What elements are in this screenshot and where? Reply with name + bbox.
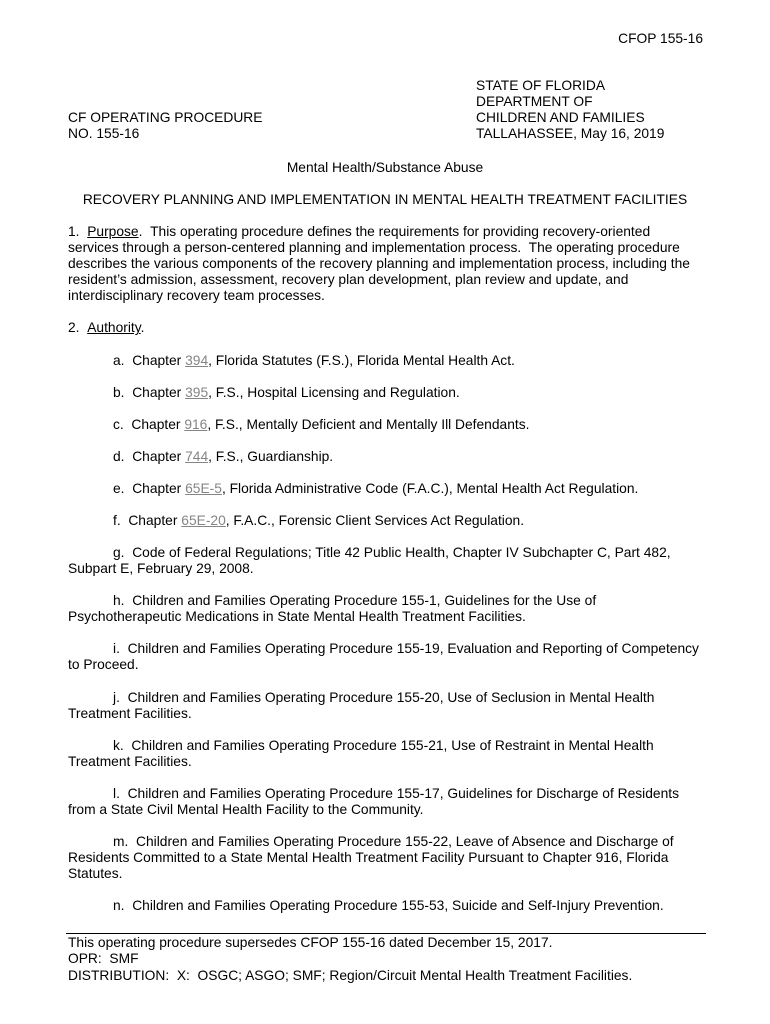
- opr-line: OPR: SMF: [68, 951, 139, 967]
- document-title: RECOVERY PLANNING AND IMPLEMENTATION IN MENTAL HEALTH TREATMENT FACILITIES: [82, 192, 688, 208]
- item-marker: h.: [113, 593, 125, 609]
- subject-area: Mental Health/Substance Abuse: [286, 160, 484, 175]
- authority-item-h: [68, 593, 702, 625]
- authority-item-f: [68, 513, 702, 529]
- authority-item-c: [68, 417, 702, 433]
- procedure-type: CF OPERATING PROCEDURE: [68, 110, 263, 125]
- item-text: Children and Families Operating Procedure 155-1, Guidelines for the Use of Psychotherapeutic Medications in State Mental Health Treatment Facilities.: [68, 593, 597, 625]
- purpose-heading: Purpose: [87, 224, 139, 240]
- rule-link-65e-20[interactable]: 65E-20: [181, 513, 226, 529]
- authority-item-b: [68, 385, 702, 401]
- agency-line-department: DEPARTMENT OF: [476, 94, 593, 110]
- authority-item-d: [68, 449, 702, 465]
- item-description: , Florida Administrative Code (F.A.C.), Mental Health Act Regulation.: [221, 480, 639, 496]
- agency-line-children-families: CHILDREN AND FAMILIES: [476, 110, 645, 126]
- item-marker: i.: [113, 641, 120, 657]
- item-label: Chapter: [132, 448, 182, 464]
- item-label: Chapter: [128, 513, 178, 529]
- authority-item-g: [68, 545, 702, 577]
- item-marker: n.: [113, 898, 125, 914]
- item-label: Chapter: [131, 416, 181, 432]
- item-marker: a.: [113, 352, 125, 368]
- purpose-section: [68, 224, 702, 304]
- item-text: Code of Federal Regulations; Title 42 Public Health, Chapter IV Subchapter C, Part 482, Subpart E, February 29, 2008.: [68, 545, 671, 577]
- agency-line-state: STATE OF FLORIDA: [476, 78, 606, 93]
- purpose-text: This operating procedure defines the requirements for providing recovery-oriented services through a person-centered planning and implementation process. The operating procedure describes the various components of the recovery planning and implementation process, including the resident’s admission, assessment, recovery plan development, plan review and update, and interdisciplinary recovery team processes.: [68, 224, 690, 304]
- item-text: Children and Families Operating Procedure 155-53, Suicide and Self-Injury Prevention.: [132, 898, 664, 914]
- authority-item-k: [68, 738, 702, 770]
- item-text: Children and Families Operating Procedure 155-20, Use of Seclusion in Mental Health Treatment Facilities.: [68, 689, 655, 721]
- authority-item-j: [68, 690, 702, 722]
- agency-line-location-date: TALLAHASSEE, May 16, 2019: [476, 126, 665, 142]
- item-description: , F.A.C., Forensic Client Services Act Regulation.: [225, 513, 525, 529]
- procedure-number: NO. 155-16: [68, 126, 140, 142]
- statute-link-916[interactable]: 916: [184, 416, 208, 432]
- item-description: , Florida Statutes (F.S.), Florida Mental Health Act.: [208, 352, 515, 368]
- supersedes-note: This operating procedure supersedes CFOP 155-16 dated December 15, 2017.: [68, 935, 553, 950]
- item-text: Children and Families Operating Procedure 155-17, Guidelines for Discharge of Residents from a State Civil Mental Health Facility to the Community.: [68, 785, 679, 817]
- section-number: 2.: [68, 320, 80, 336]
- heading-period: .: [138, 224, 143, 240]
- item-marker: j.: [113, 689, 120, 705]
- document-code: CFOP 155-16: [618, 31, 703, 46]
- document-footer: [66, 933, 706, 984]
- item-description: , F.S., Hospital Licensing and Regulation.: [208, 384, 460, 400]
- item-marker: c.: [113, 416, 124, 432]
- item-description: , F.S., Mentally Deficient and Mentally Ill Defendants.: [207, 416, 530, 432]
- item-marker: d.: [113, 448, 125, 464]
- authority-item-e: [68, 481, 702, 497]
- heading-period: .: [140, 320, 145, 336]
- authority-item-n: [68, 898, 702, 914]
- item-marker: m.: [113, 833, 129, 849]
- item-text: Children and Families Operating Procedure 155-19, Evaluation and Reporting of Competency to Proceed.: [68, 641, 699, 673]
- authority-heading: Authority: [87, 320, 141, 336]
- item-marker: e.: [113, 480, 125, 496]
- item-marker: f.: [113, 513, 121, 529]
- item-label: Chapter: [132, 352, 182, 368]
- statute-link-744[interactable]: 744: [185, 448, 209, 464]
- section-number: 1.: [68, 224, 80, 240]
- authority-item-l: [68, 786, 702, 818]
- item-marker: b.: [113, 384, 125, 400]
- agency-block: [476, 78, 664, 142]
- document-body: [68, 160, 702, 930]
- procedure-block: [68, 110, 262, 142]
- rule-link-65e-5[interactable]: 65E-5: [185, 480, 222, 496]
- authority-item-a: [68, 353, 702, 369]
- authority-section: [68, 320, 702, 336]
- distribution-line: DISTRIBUTION: X: OSGC; ASGO; SMF; Region/Circuit Mental Health Treatment Facilities.: [68, 967, 633, 983]
- authority-item-m: [68, 834, 702, 882]
- statute-link-394[interactable]: 394: [185, 352, 209, 368]
- item-marker: k.: [113, 737, 124, 753]
- item-text: Children and Families Operating Procedure 155-22, Leave of Absence and Discharge of Residents Committed to a State Mental Health Treatment Facility Pursuant to Chapter 916, Florida Statutes.: [68, 833, 674, 882]
- item-marker: g.: [113, 545, 125, 561]
- statute-link-395[interactable]: 395: [185, 384, 209, 400]
- item-description: , F.S., Guardianship.: [208, 448, 334, 464]
- item-marker: l.: [113, 785, 120, 801]
- authority-item-i: [68, 641, 702, 673]
- item-label: Chapter: [132, 480, 182, 496]
- item-text: Children and Families Operating Procedure 155-21, Use of Restraint in Mental Health Treatment Facilities.: [68, 737, 654, 769]
- item-label: Chapter: [132, 384, 182, 400]
